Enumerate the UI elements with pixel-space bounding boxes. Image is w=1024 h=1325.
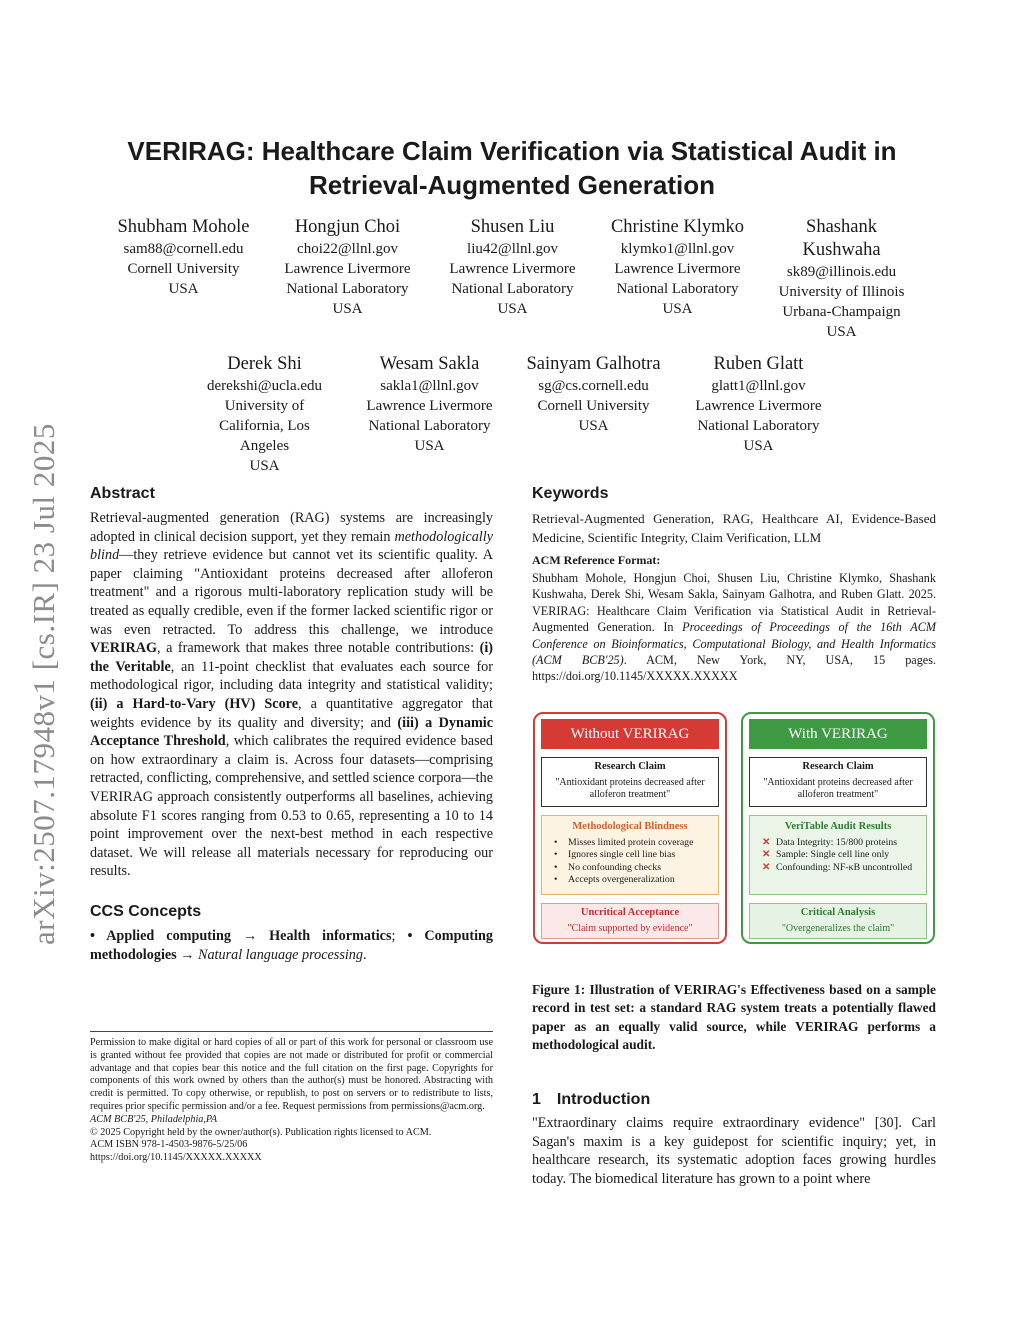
author-country: USA: [743, 438, 774, 454]
author-affiliation: National Laboratory: [451, 281, 574, 297]
author-email[interactable]: liu42@llnl.gov: [467, 241, 558, 257]
author-email[interactable]: glatt1@llnl.gov: [711, 378, 806, 394]
research-claim-box: [749, 757, 927, 807]
box-title: Research Claim: [802, 761, 874, 772]
author-country: USA: [249, 458, 280, 474]
list-item: ✕ Sample: Single cell line only: [762, 849, 890, 861]
intro-heading: [532, 1091, 650, 1109]
author-affiliation: National Laboratory: [368, 418, 491, 434]
permission-text: Permission to make digital or hard copies of all or part of this work for personal or classroom use is granted without fee provided that copies are not made or distributed for profit or commercial advantage and that copies bear this notice and the full citation on the first page. Copyrights for components of this work owned by others than the author(s) must be honored. Abstracting with credit is permitted. To copy otherwise, or republish, to post on servers or to redistribute to lists, requires prior specific permission and/or a fee. Request permissions from permissions@acm.org.: [90, 1037, 493, 1112]
author-affiliation: Cornell University: [537, 398, 650, 414]
result-text: "Overgeneralizes the claim": [781, 922, 895, 934]
author-country: USA: [168, 281, 199, 297]
author-name: Ruben Glatt: [713, 354, 804, 374]
ccs-text: • Applied computing → Health informatics; • Computing methodologies → Natural language processing.: [90, 928, 494, 963]
box-title: Critical Analysis: [800, 907, 876, 918]
author-affiliation: Lawrence Livermore: [695, 398, 822, 414]
methodological-blindness-box: [541, 815, 719, 895]
veritable-audit-box: [749, 815, 927, 895]
author-country: USA: [332, 301, 363, 317]
author-affiliation: Lawrence Livermore: [614, 261, 741, 277]
author-email[interactable]: sam88@cornell.edu: [123, 241, 244, 257]
author-affiliation: Lawrence Livermore: [366, 398, 493, 414]
keywords-heading: Keywords: [532, 485, 609, 502]
author-name: Wesam Sakla: [379, 354, 480, 374]
box-title: Research Claim: [594, 761, 666, 772]
author-block: [435, 216, 590, 319]
author-block: [681, 353, 836, 456]
audit-list: [750, 837, 926, 875]
venue: ACM BCB'25, Philadelphia,PA: [90, 1113, 218, 1125]
author-name: Sainyam Galhotra: [526, 354, 661, 374]
author-affiliation: National Laboratory: [697, 418, 820, 434]
author-affiliation: National Laboratory: [286, 281, 409, 297]
without-verirag-panel: [533, 712, 727, 944]
author-email[interactable]: sg@cs.cornell.edu: [538, 378, 649, 394]
abstract-text: Retrieval-augmented generation (RAG) systems are increasingly adopted in clinical decision support, yet they remain methodologically blind—they retrieve evidence but cannot vet its scientific quality. A paper claiming "Antioxidant proteins decreased after alloferon treatment" and a rigorous multi-laboratory replication study will be treated as equally credible, even if the former lacked scientific rigor or was even retracted. To address this challenge, we introduce VERIRAG, a framework that makes three notable contributions: (i) the Veritable, an 11-point checklist that evaluates each source for methodological rigor, including data integrity and statistical validity; (ii) a Hard-to-Vary (HV) Score, a quantitative aggregator that weights evidence by its quality and diversity; and (iii) a Dynamic Acceptance Threshold, which calibrates the required evidence based on how extraordinary a claim is. Across four datasets—comprising retracted, conflicting, comprehensive, and settled science corpora—the VERIRAG approach consistently outperforms all baselines, achieving absolute F1 scores ranging from 0.53 to 0.65, representing a 10 to 14 point improvement over the next-best method in each respective dataset. We will release all materials necessary for reproducing our results.: [90, 510, 494, 880]
box-title: Methodological Blindness: [572, 821, 688, 832]
claim-text: "Antioxidant proteins decreased after alloferon treatment": [555, 776, 705, 800]
list-item: ✕ Data Integrity: 15/800 proteins: [762, 836, 898, 848]
author-affiliation: National Laboratory: [616, 281, 739, 297]
author-affiliation: University of: [224, 398, 305, 414]
title-line-1: VERIRAG: Healthcare Claim Verification via Statistical Audit in: [127, 136, 897, 166]
list-item: • Ignores single cell line bias: [554, 849, 676, 861]
paper-title: [80, 134, 944, 202]
author-email[interactable]: sakla1@llnl.gov: [380, 378, 479, 394]
acm-ref-text: Shubham Mohole, Hongjun Choi, Shusen Liu, Christine Klymko, Shashank Kushwaha, Derek Shi, Wesam Sakla, Sainyam Galhotra, and Ruben Glatt. 2025. VERIRAG: Healthcare Claim Verification via Statistical Audit in Retrieval-Augmented Generation. In Proceedings of Proceedings of the 16th ACM Conference on Bioinformatics, Computational Biology, and Health Informatics (ACM BCB'25). ACM, New York, NY, USA, 15 pages. https://doi.org/10.1145/XXXXX.XXXXX: [532, 571, 937, 684]
author-block: [352, 353, 507, 456]
section-number: 1: [532, 1091, 541, 1108]
author-block: [106, 216, 261, 299]
author-block: [270, 216, 425, 319]
research-claim-box: [541, 757, 719, 807]
result-text: "Claim supported by evidence": [567, 922, 693, 934]
isbn: ACM ISBN 978-1-4503-9876-5/25/06: [90, 1139, 248, 1151]
acm-ref-heading: ACM Reference Format:: [532, 553, 661, 567]
author-name: Shashank: [806, 217, 877, 237]
keywords-text: Retrieval-Augmented Generation, RAG, Healthcare AI, Evidence-Based Medicine, Scientific Integrity, Claim Verification, LLM: [532, 511, 936, 545]
bullet-icon: •: [554, 849, 558, 861]
author-email[interactable]: derekshi@ucla.edu: [206, 378, 323, 394]
ccs-heading: CCS Concepts: [90, 903, 202, 920]
cross-icon: ✕: [762, 861, 771, 873]
section-title: Introduction: [556, 1091, 651, 1108]
author-name: Derek Shi: [227, 354, 302, 374]
bullet-icon: •: [554, 861, 558, 873]
list-item: • No confounding checks: [554, 861, 662, 873]
box-title: Uncritical Acceptance: [580, 907, 680, 918]
intro-text: "Extraordinary claims require extraordinary evidence" [30]. Carl Sagan's maxim is a key guidepost for scientific inquiry; yet, in healthcare research, its systematic adoption faces growing hurdles today. The biomedical literature has grown to a point where: [532, 1115, 936, 1187]
author-affiliation: Angeles: [239, 438, 290, 454]
panel-header: With VERIRAG: [749, 719, 927, 749]
author-name: Kushwaha: [802, 240, 881, 260]
permission-footnote: [90, 1031, 493, 1165]
arxiv-identifier: arXiv:2507.17948v1 [cs.IR] 23 Jul 2025: [26, 423, 61, 945]
cross-icon: ✕: [762, 836, 771, 848]
uncritical-acceptance-box: [541, 903, 719, 939]
blindness-list: [542, 837, 718, 887]
author-block: [516, 353, 671, 436]
cross-icon: ✕: [762, 849, 771, 861]
doi-link[interactable]: https://doi.org/10.1145/XXXXX.XXXXX: [90, 1152, 262, 1164]
bullet-icon: •: [554, 836, 558, 848]
panel-header: Without VERIRAG: [541, 719, 719, 749]
author-affiliation: Cornell University: [127, 261, 240, 277]
author-name: Hongjun Choi: [294, 217, 401, 237]
author-affiliation: University of Illinois: [778, 284, 905, 300]
claim-text: "Antioxidant proteins decreased after alloferon treatment": [763, 776, 913, 800]
author-block: [187, 353, 342, 476]
with-verirag-panel: [741, 712, 935, 944]
author-name: Shubham Mohole: [117, 217, 250, 237]
author-block: [600, 216, 755, 319]
author-affiliation: Urbana-Champaign: [782, 304, 901, 320]
author-email[interactable]: sk89@illinois.edu: [786, 264, 897, 280]
author-affiliation: California, Los: [219, 418, 310, 434]
abstract-heading: Abstract: [90, 485, 155, 502]
author-email[interactable]: choi22@llnl.gov: [297, 241, 398, 257]
bullet-icon: •: [554, 874, 558, 886]
copyright: © 2025 Copyright held by the owner/author(s). Publication rights licensed to ACM.: [90, 1126, 432, 1138]
author-block: [764, 216, 919, 342]
author-affiliation: Lawrence Livermore: [284, 261, 411, 277]
author-country: USA: [578, 418, 609, 434]
author-country: USA: [826, 324, 857, 340]
list-item: ✕ Confounding: NF-κB uncontrolled: [762, 861, 913, 873]
author-email[interactable]: klymko1@llnl.gov: [620, 241, 735, 257]
author-country: USA: [662, 301, 693, 317]
list-item: • Accepts overgeneralization: [554, 874, 675, 886]
author-country: USA: [414, 438, 445, 454]
author-affiliation: Lawrence Livermore: [449, 261, 576, 277]
critical-analysis-box: [749, 903, 927, 939]
figure-caption: Figure 1: Illustration of VERIRAG's Effectiveness based on a sample record in test set: a standard RAG system treats a potentially flawed paper as an equally valid source, while VERIRAG performs a methodological audit.: [532, 982, 936, 1053]
author-country: USA: [497, 301, 528, 317]
list-item: • Misses limited protein coverage: [554, 836, 694, 848]
box-title: VeriTable Audit Results: [784, 821, 892, 832]
title-line-2: Retrieval-Augmented Generation: [309, 170, 715, 200]
author-name: Shusen Liu: [470, 217, 555, 237]
author-name: Christine Klymko: [610, 217, 745, 237]
